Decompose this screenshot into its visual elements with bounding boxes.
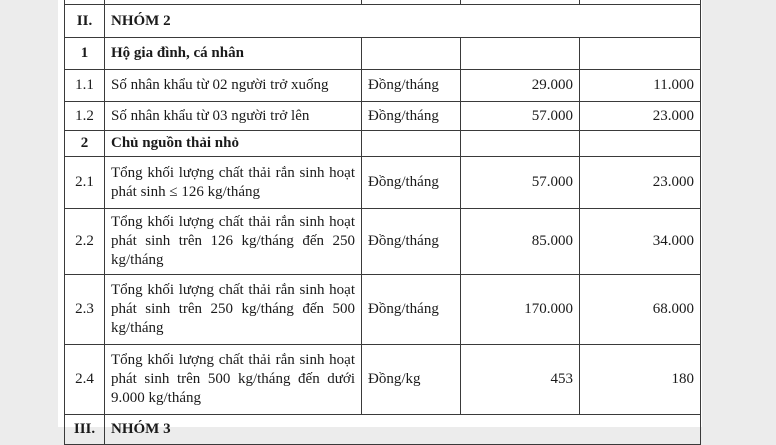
- cell-value-2: [580, 131, 701, 157]
- item-unit: Đồng/kg: [362, 345, 461, 415]
- cell-unit: [362, 38, 461, 70]
- table-row: [65, 157, 701, 209]
- group-title: Hộ gia đình, cá nhân: [105, 38, 362, 70]
- item-description-cell: [105, 209, 362, 275]
- group-title: Chủ nguồn thải nhỏ: [105, 131, 362, 157]
- table-row-section: [65, 5, 701, 38]
- item-description: Tổng khối lượng chất thải rắn sinh hoạt phát sinh trên 250 kg/tháng đến 500 kg/tháng: [111, 282, 355, 336]
- item-value-2: 23.000: [580, 157, 701, 209]
- item-value-1: 85.000: [461, 209, 580, 275]
- cell-unit: [362, 131, 461, 157]
- item-description: Tổng khối lượng chất thải rắn sinh hoạt phát sinh trên 126 kg/tháng đến 250 kg/tháng: [111, 214, 355, 268]
- cell-value-1: [461, 38, 580, 70]
- item-value-2: 23.000: [580, 102, 701, 131]
- item-description-cell: [105, 157, 362, 209]
- item-number: 1.1: [65, 70, 105, 102]
- section-title: NHÓM 2: [105, 5, 701, 38]
- section-number: III.: [65, 415, 105, 445]
- item-number: 2.2: [65, 209, 105, 275]
- item-description-cell: [105, 345, 362, 415]
- item-unit: Đồng/tháng: [362, 209, 461, 275]
- group-number: 2: [65, 131, 105, 157]
- fee-table-body: [65, 0, 701, 445]
- table-row-group: [65, 38, 701, 70]
- item-value-2: 11.000: [580, 70, 701, 102]
- item-value-2: 180: [580, 345, 701, 415]
- item-value-1: 57.000: [461, 157, 580, 209]
- table-row: [65, 209, 701, 275]
- item-value-2: 34.000: [580, 209, 701, 275]
- group-number: 1: [65, 38, 105, 70]
- table-row-group: [65, 131, 701, 157]
- item-number: 1.2: [65, 102, 105, 131]
- table-row: [65, 345, 701, 415]
- table-row: [65, 102, 701, 131]
- item-description: Số nhân khẩu từ 03 người trở lên: [105, 102, 362, 131]
- item-unit: Đồng/tháng: [362, 102, 461, 131]
- item-number: 2.3: [65, 275, 105, 345]
- item-unit: Đồng/tháng: [362, 70, 461, 102]
- section-number: II.: [65, 5, 105, 38]
- item-value-1: 57.000: [461, 102, 580, 131]
- item-description-cell: [105, 275, 362, 345]
- table-row: [65, 70, 701, 102]
- fee-table: [64, 0, 701, 445]
- item-unit: Đồng/tháng: [362, 157, 461, 209]
- item-value-1: 453: [461, 345, 580, 415]
- item-value-1: 170.000: [461, 275, 580, 345]
- item-number: 2.4: [65, 345, 105, 415]
- table-row: [65, 275, 701, 345]
- item-value-1: 29.000: [461, 70, 580, 102]
- table-row-section: [65, 415, 701, 445]
- cell-value-2: [580, 38, 701, 70]
- item-description: Tổng khối lượng chất thải rắn sinh hoạt phát sinh trên 500 kg/tháng đến dưới 9.000 kg/tháng: [111, 352, 355, 406]
- item-number: 2.1: [65, 157, 105, 209]
- cell-value-1: [461, 131, 580, 157]
- item-description: Số nhân khẩu từ 02 người trở xuống: [105, 70, 362, 102]
- item-value-2: 68.000: [580, 275, 701, 345]
- section-title: NHÓM 3: [105, 415, 701, 445]
- item-unit: Đồng/tháng: [362, 275, 461, 345]
- item-description: Tổng khối lượng chất thải rắn sinh hoạt phát sinh ≤ 126 kg/tháng: [111, 164, 355, 200]
